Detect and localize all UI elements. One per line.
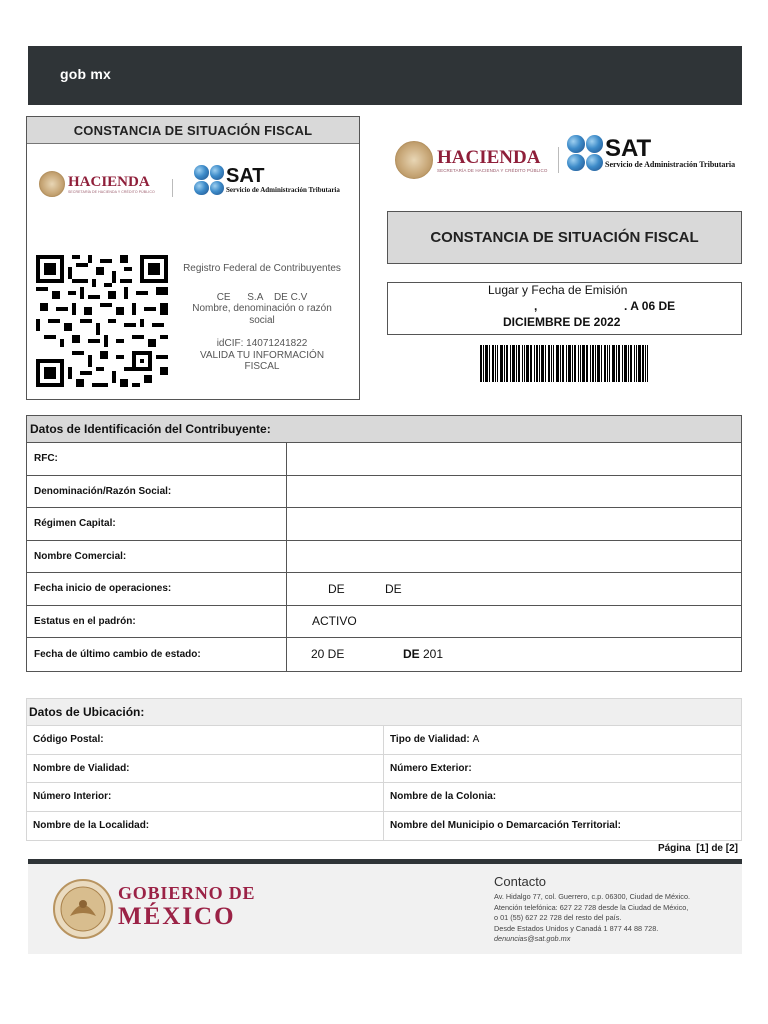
fecha-inicio-value: [287, 573, 741, 605]
contact-line: o 01 (55) 627 22 728 del resto del país.: [494, 913, 622, 922]
colonia-cell: [384, 783, 741, 811]
hacienda-logo-subtext: SECRETARÍA DE HACIENDA Y CRÉDITO PÚBLICO: [437, 167, 548, 173]
hacienda-logo: [39, 171, 155, 197]
tipo-vialidad-label: Tipo de Vialidad:: [390, 734, 470, 746]
estatus-label: Estatus en el padrón:: [27, 606, 287, 638]
rfc-label: RFC:: [27, 443, 287, 475]
sat-logo-text: SAT: [226, 164, 265, 187]
registro-label: Registro Federal de Contribuyentes: [183, 263, 341, 274]
top-bar: [28, 46, 742, 105]
colonia-label: Nombre de la Colonia:: [390, 791, 497, 803]
ubicacion-title: Datos de Ubicación:: [27, 699, 741, 726]
page-current: [1]: [696, 843, 709, 854]
numero-exterior-label: Número Exterior:: [390, 762, 472, 774]
ultimo-cambio-label: Fecha de último cambio de estado:: [27, 638, 287, 671]
table-row: [27, 606, 741, 639]
numero-exterior-cell: [384, 755, 741, 783]
emision-label: Lugar y Fecha de Emisión: [488, 283, 628, 297]
tipo-vialidad-value: A: [472, 734, 480, 746]
contact-block: [494, 874, 734, 945]
gobierno-line2: MÉXICO: [118, 903, 236, 930]
qr-code[interactable]: [36, 254, 168, 388]
table-row: [27, 508, 741, 541]
emision-date-part1: . A 06 DE: [624, 299, 676, 313]
municipio-label: Nombre del Municipio o Demarcación Territorial:: [390, 820, 621, 832]
hacienda-logo-subtext: SECRETARÍA DE HACIENDA Y CRÉDITO PÚBLICO: [68, 189, 155, 194]
razon-social-caption: Nombre, denominación o razón social: [192, 303, 332, 326]
emision-box: [387, 282, 742, 335]
hacienda-logo-text: HACIENDA: [437, 146, 541, 168]
idcif-value: idCIF: 14071241822: [216, 338, 308, 349]
sat-logo-text: SAT: [605, 134, 652, 162]
codigo-postal-label: Código Postal:: [33, 734, 104, 746]
hacienda-logo-text: HACIENDA: [68, 173, 150, 190]
gobmx-logo[interactable]: gob mx: [60, 66, 111, 82]
emision-comma: ,: [534, 299, 538, 313]
page-label: Página: [657, 843, 691, 854]
table-row: [27, 755, 741, 784]
sat-logo-large: [567, 135, 735, 171]
fiscal-card: [26, 116, 360, 400]
contact-line: Atención telefónica: 627 22 728 desde la Ciudad de México,: [494, 902, 689, 912]
localidad-label: Nombre de la Localidad:: [33, 820, 150, 832]
rfc-value: [287, 443, 741, 475]
document-title: CONSTANCIA DE SITUACIÓN FISCAL: [387, 211, 742, 264]
table-row: [27, 783, 741, 812]
nombre-comercial-value: [287, 541, 741, 573]
codigo-postal-cell: [27, 726, 384, 754]
contact-title: Contacto: [494, 874, 547, 889]
gobierno-de-mexico-logo: [118, 884, 255, 929]
fecha-inicio-de-2: DE: [385, 581, 402, 596]
page-of: de: [711, 843, 723, 854]
card-logos: [39, 165, 349, 205]
card-info: [182, 263, 342, 373]
ultimo-cambio-year: 201: [423, 647, 444, 662]
hacienda-logo-large: [395, 141, 547, 179]
table-row: [27, 573, 741, 606]
nombre-comercial-label: Nombre Comercial:: [27, 541, 287, 573]
fecha-inicio-label: Fecha inicio de operaciones:: [27, 573, 287, 605]
nombre-vialidad-cell: [27, 755, 384, 783]
sat-logo-subtext: Servicio de Administración Tributaria: [226, 185, 340, 194]
razon-social-label: Denominación/Razón Social:: [27, 476, 287, 508]
numero-interior-label: Número Interior:: [33, 791, 112, 803]
estatus-value: [287, 606, 741, 638]
card-title: CONSTANCIA DE SITUACIÓN FISCAL: [27, 117, 359, 144]
tipo-vialidad-cell: [384, 726, 741, 754]
table-row: [27, 541, 741, 574]
sat-dots-icon: [567, 135, 603, 171]
page-total: [2]: [725, 843, 738, 854]
sat-dots-icon: [194, 165, 224, 195]
sat-logo: [194, 165, 340, 195]
ubicacion-table: [26, 698, 742, 841]
sat-logo-subtext: Servicio de Administración Tributaria: [605, 159, 736, 169]
estatus-text: ACTIVO: [312, 614, 357, 629]
logo-divider: [172, 179, 173, 197]
fecha-inicio-de-1: DE: [328, 581, 345, 596]
contact-email-link[interactable]: denuncias@sat.gob.mx: [494, 934, 571, 943]
identificacion-title: Datos de Identificación del Contribuyente:: [27, 416, 741, 443]
table-row: [27, 726, 741, 755]
footer: [28, 864, 742, 954]
barcode: [480, 345, 648, 382]
gobierno-line1: GOBIERNO DE: [118, 883, 256, 903]
valida-link[interactable]: VALIDA TU INFORMACIÓN FISCAL: [199, 349, 325, 372]
razon-social-value: CE S.A DE C.V: [216, 291, 308, 303]
razon-social-field: [287, 476, 741, 508]
header-logos: [395, 133, 745, 183]
ultimo-cambio-value: [287, 638, 741, 671]
contact-line: Av. Hidalgo 77, col. Guerrero, c.p. 06300, Ciudad de México.: [494, 892, 691, 901]
table-row: [27, 812, 741, 841]
logo-divider: [558, 147, 559, 173]
ultimo-cambio-day: 20 DE: [311, 647, 345, 662]
contact-line: Desde Estados Unidos y Canadá 1 877 44 88 728.: [494, 923, 659, 933]
identificacion-table: [26, 415, 742, 672]
hacienda-eagle-icon: [395, 141, 433, 179]
numero-interior-cell: [27, 783, 384, 811]
table-row: [27, 443, 741, 476]
localidad-cell: [27, 812, 384, 841]
regimen-capital-value: [287, 508, 741, 540]
ultimo-cambio-de: DE: [403, 647, 420, 662]
regimen-capital-label: Régimen Capital:: [27, 508, 287, 540]
page-indicator: [658, 843, 738, 854]
municipio-cell: [384, 812, 741, 841]
gobierno-eagle-icon: [52, 878, 114, 940]
emision-date-part2: DICIEMBRE DE 2022: [503, 315, 621, 329]
table-row: [27, 476, 741, 509]
nombre-vialidad-label: Nombre de Vialidad:: [33, 762, 130, 774]
table-row: [27, 638, 741, 671]
hacienda-eagle-icon: [39, 171, 65, 197]
